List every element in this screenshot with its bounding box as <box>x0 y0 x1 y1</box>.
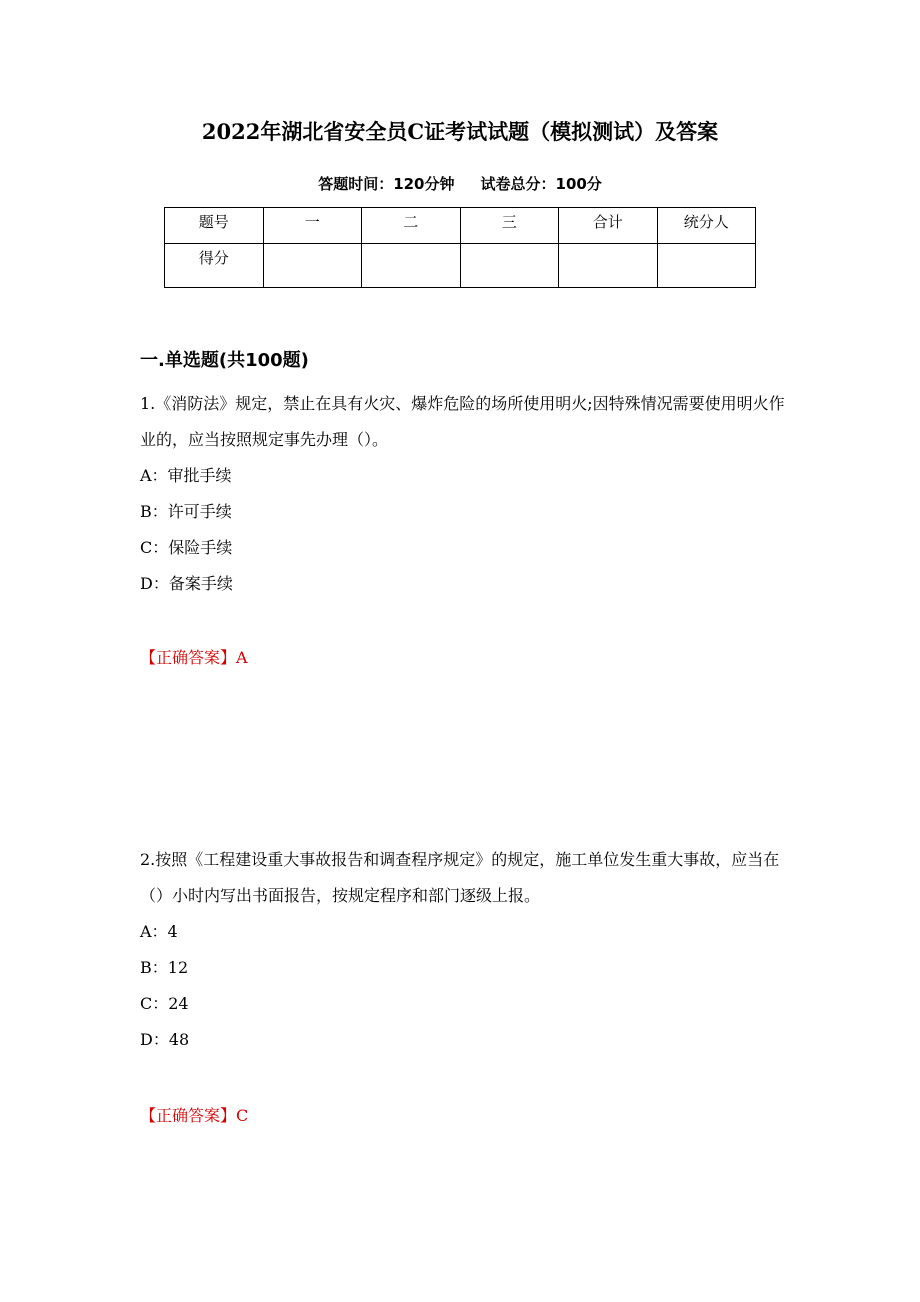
exam-meta <box>0 173 920 194</box>
score-table-empty-cell <box>460 244 559 288</box>
question-2 <box>140 842 785 1058</box>
option-b: B：许可手续 <box>140 502 232 521</box>
score-table-header-row <box>165 208 756 244</box>
question-text: 1.《消防法》规定，禁止在具有火灾、爆炸危险的场所使用明火;因特殊情况需要使用明火作业的，应当按照规定事先办理（）。 <box>140 394 785 449</box>
score-table-empty-cell <box>559 244 658 288</box>
score-table-cell: 题号 <box>165 208 264 244</box>
option-b: B：12 <box>140 958 189 977</box>
exam-time: 答题时间：120分钟 <box>318 175 455 193</box>
option-a: A：审批手续 <box>140 466 232 485</box>
score-table-cell: 统分人 <box>657 208 756 244</box>
document-title: 2022年湖北省安全员C证考试试题（模拟测试）及答案 <box>201 119 719 144</box>
option-d: D：48 <box>140 1030 190 1049</box>
question-text: 2.按照《工程建设重大事故报告和调查程序规定》的规定，施工单位发生重大事故，应当在（）小时内写出书面报告，按规定程序和部门逐级上报。 <box>140 850 780 905</box>
score-table-cell: 三 <box>460 208 559 244</box>
score-table <box>164 207 756 288</box>
score-table-empty-cell <box>362 244 461 288</box>
score-table-cell: 得分 <box>165 244 264 288</box>
correct-answer: 【正确答案】A <box>140 648 248 667</box>
score-table-empty-cell <box>657 244 756 288</box>
option-c: C：24 <box>140 994 189 1013</box>
exam-total-score: 试卷总分：100分 <box>480 175 602 193</box>
section-heading: 一.单选题(共100题) <box>140 350 309 371</box>
score-table-cell: 二 <box>362 208 461 244</box>
option-a: A：4 <box>140 922 178 941</box>
question-1 <box>140 386 785 602</box>
score-table-empty-cell <box>263 244 362 288</box>
correct-answer: 【正确答案】C <box>140 1106 249 1125</box>
option-d: D：备案手续 <box>140 574 233 593</box>
score-table-cell: 合计 <box>559 208 658 244</box>
option-c: C：保险手续 <box>140 538 233 557</box>
score-table-cell: 一 <box>263 208 362 244</box>
score-table-score-row <box>165 244 756 288</box>
